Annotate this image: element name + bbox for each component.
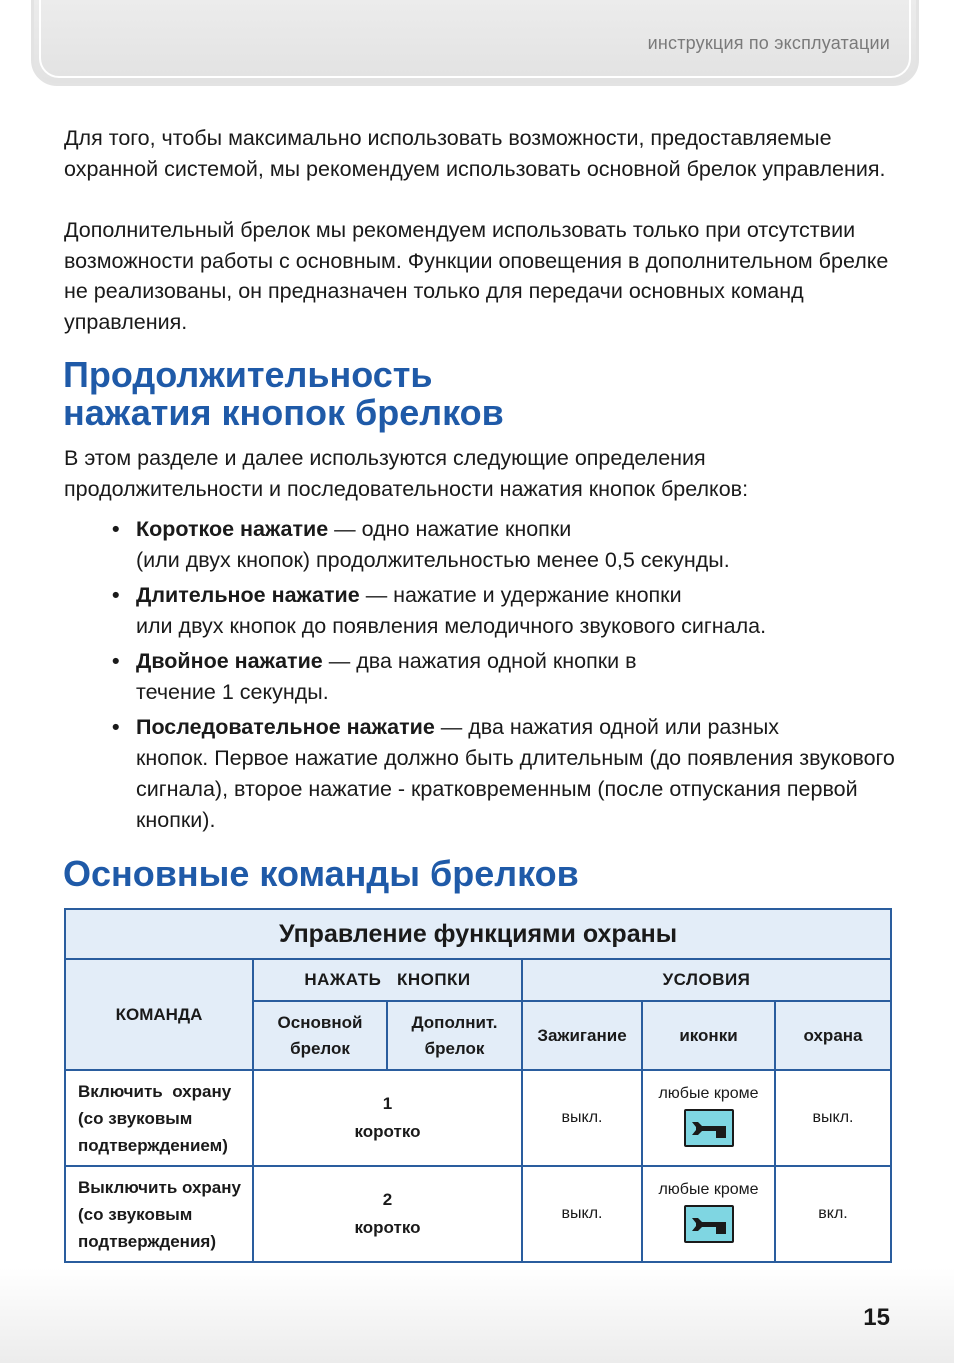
ignition-cell: выкл. bbox=[522, 1166, 642, 1262]
commands-table bbox=[64, 908, 892, 1263]
footer-band bbox=[0, 1268, 954, 1363]
header-command: КОМАНДА bbox=[65, 959, 253, 1070]
section-title-line-2: нажатия кнопок брелков bbox=[63, 392, 504, 433]
table-row bbox=[65, 1070, 891, 1166]
icons-cell: любые кроме bbox=[642, 1166, 775, 1262]
guard-cell: вкл. bbox=[775, 1166, 891, 1262]
list-item: • Двойное нажатие — два нажатия одной кнопки в течение 1 секунды. bbox=[112, 646, 912, 708]
bullet-icon: • bbox=[112, 517, 120, 541]
header-conditions: УСЛОВИЯ bbox=[522, 959, 891, 1001]
header-press-buttons: НАЖАТЬ КНОПКИ bbox=[253, 959, 522, 1001]
list-item: • Короткое нажатие — одно нажатие кнопки (или двух кнопок) продолжительностью менее 0,5 секунды. bbox=[112, 514, 912, 576]
header-main-fob: Основной брелок bbox=[253, 1001, 387, 1070]
section-title-line-1: Продолжительность bbox=[63, 354, 433, 395]
table-row bbox=[65, 1166, 891, 1262]
header-extra-fob: Дополнит. брелок bbox=[387, 1001, 522, 1070]
section-lead: В этом разделе и далее используются следующие определения продолжительности и последовательности нажатия кнопок брелков: bbox=[64, 446, 749, 501]
wrench-icon bbox=[684, 1205, 734, 1243]
press-cell: 2 коротко bbox=[253, 1166, 522, 1262]
header-guard: охрана bbox=[775, 1001, 891, 1070]
list-item: • Последовательное нажатие — два нажатия одной или разных кнопок. Первое нажатие должно быть длительным (до появления звукового сигнала), второе нажатие - кратковременным (после отпускания первой кнопки). bbox=[112, 712, 912, 836]
command-cell: Включить охрану (со звуковым подтверждением) bbox=[65, 1070, 253, 1166]
page-number: 15 bbox=[863, 1304, 890, 1331]
ignition-cell: выкл. bbox=[522, 1070, 642, 1166]
intro-paragraph-2: Дополнительный брелок мы рекомендуем использовать только при отсутствии возможности работы с основным. Функции оповещения в дополнительном брелке не реализованы, он предназначен только для передачи основных команд управления. bbox=[64, 218, 889, 334]
guard-cell: выкл. bbox=[775, 1070, 891, 1166]
bullet-icon: • bbox=[112, 649, 120, 673]
header-icons: иконки bbox=[642, 1001, 775, 1070]
command-cell: Выключить охрану (со звуковым подтверждения) bbox=[65, 1166, 253, 1262]
bullet-icon: • bbox=[112, 715, 120, 739]
bullet-icon: • bbox=[112, 583, 120, 607]
section-title-press-duration bbox=[63, 356, 504, 432]
section-title-main-commands: Основные команды брелков bbox=[63, 853, 579, 894]
definitions-list bbox=[112, 514, 912, 840]
wrench-icon bbox=[684, 1109, 734, 1147]
list-item: • Длительное нажатие — нажатие и удержание кнопки или двух кнопок до появления мелодичного звукового сигнала. bbox=[112, 580, 912, 642]
header-ignition: Зажигание bbox=[522, 1001, 642, 1070]
table-caption: Управление функциями охраны bbox=[65, 909, 891, 959]
header-title: инструкция по эксплуатации bbox=[647, 33, 890, 53]
icons-cell: любые кроме bbox=[642, 1070, 775, 1166]
press-cell: 1 коротко bbox=[253, 1070, 522, 1166]
intro-paragraph-1: Для того, чтобы максимально использовать возможности, предоставляемые охранной системой, мы рекомендуем использовать основной брелок управления. bbox=[64, 126, 886, 181]
